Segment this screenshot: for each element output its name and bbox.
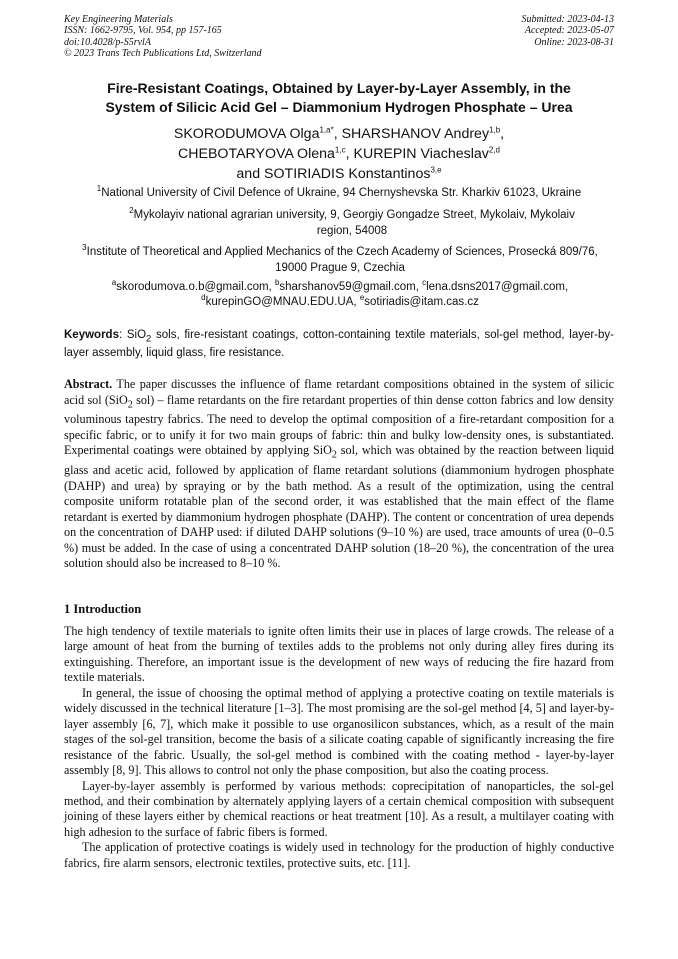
abstract-text: sol) – flame retardants on the fire retardant properties of thin dense cotton fabrics and low density voluminous tapestry fabrics. The need to develop the optimal composition of a fire-retardant composition for a specific fabric, or to unify it for two main groups of fabric: thin and bulky low-density ones, is substantiated. Experimental coatings were obtained by applying SiO [64, 392, 614, 458]
affiliation-text: Mykolayiv national agrarian university, 9, Georgiy Gongadze Street, Mykolaiv, Mykolaiv region, 54008 [133, 209, 575, 237]
keywords-text: sols, fire-resistant coatings, cotton-containing textile materials, sol-gel method, layer-by-layer assembly, liquid glass, fire resistance. [64, 329, 614, 360]
author-name: SOTIRIADIS Konstantinos [264, 166, 431, 182]
email-sup: d [201, 293, 206, 303]
email-link: lena.dsns2017@gmail.com, [426, 281, 569, 293]
abstract-label: Abstract. [64, 377, 113, 391]
keywords-section [64, 328, 614, 361]
journal-copyright: © 2023 Trans Tech Publications Ltd, Switzerland [64, 48, 262, 60]
author-sup: 2,d [488, 145, 500, 155]
paragraph: The application of protective coatings is widely used in technology for the production of highly conductive fabrics, fire alarm sensors, electronic textiles, protective suits, etc. [11]. [64, 840, 614, 870]
author-list [56, 124, 622, 184]
journal-name: Key Engineering Materials [64, 14, 173, 25]
author-name: SHARSHANOV Andrey [341, 126, 490, 142]
author-name: CHEBOTARYOVA Olena [178, 146, 335, 162]
journal-doi: doi:10.4028/p-S5rvlA [64, 36, 151, 48]
author-emails [70, 280, 610, 310]
email-link: sotiriadis@itam.cas.cz [364, 296, 479, 308]
author-sup: 1,c [334, 145, 346, 155]
email-sup: b [274, 278, 280, 288]
affiliation-sup: 1 [96, 184, 102, 194]
abstract-subscript: 2 [331, 449, 337, 461]
online-date: Online: 2023-08-31 [534, 36, 614, 48]
paragraph: In general, the issue of choosing the optimal method of applying a protective coating on textile materials is widely discussed in the technical literature [1–3]. The most promising are the sol-gel method [4, 5] and layer-by-layer assembly [6, 7], which make it possible to use organosilicon substances, which, as a result of the main stages of the sol-gel transition, become the basis of a silicate coating capable of significantly increasing the fire resistance of the fabric. Usually, the sol-gel method is combined with the coating method - layer-by-layer assembly [8, 9]. This allows to control not only the phase composition, but also the coating process. [64, 685, 614, 778]
email-sup: a [111, 278, 117, 288]
author-name: KUREPIN Viacheslav [353, 146, 489, 162]
authors-line-1 [56, 124, 622, 144]
abstract-text: sol, which was obtained by the reaction between liquid glass and acetic acid, followed by application of flame retardant solutions (diammonium hydrogen phosphate (DAHP) and urea) by spraying or by the bath method. As a result of the optimization, using the central composite uniform rotatable plan of the second order, it was established that the main effect of the flame retardant is exerted by diammonium hydrogen phosphate (DAHP). The content or concentration of urea depends on the concentration of DAHP used: if diluted DAHP solutions (9–10 %) are used, trace amounts of urea (0–0.5 %) must be added. In the case of using a concentrated DAHP solution (18–20 %), the concentration of the urea solution should also be increased to 8–10 %. [64, 443, 614, 571]
email-link: sharshanov59@gmail.com, [279, 281, 423, 293]
email-link: kurepinGO@MNAU.EDU.UA, [205, 296, 360, 308]
paragraph: Layer-by-layer assembly is performed by various methods: coprecipitation of nanoparticles, the sol-gel method, and their combination by alternately applying layers of a certain chemical composition with subsequent joining of these layers either by chemical reactions or heat treatment [10]. As a result, a multilayer coating with high adhesion to the surface of fabric fibers is formed. [64, 778, 614, 839]
abstract-section [64, 377, 614, 572]
affiliation-2 [112, 207, 592, 239]
affiliation-1 [60, 185, 618, 201]
affiliation-sup: 3 [82, 243, 87, 253]
author-conjunction: and [236, 166, 265, 182]
author-name: SKORODUMOVA Olga [173, 126, 320, 142]
submission-dates [522, 14, 615, 48]
accepted-date: Accepted: 2023-05-07 [524, 25, 614, 37]
email-sup: c [422, 278, 427, 288]
affiliation-3 [80, 244, 600, 276]
authors-line-2 [56, 144, 622, 164]
introduction-body [64, 624, 614, 871]
keywords-colon: : [118, 329, 127, 341]
author-sup: 3,e [430, 165, 442, 175]
affiliation-text: Institute of Theoretical and Applied Mechanics of the Czech Academy of Sciences, Prosecká 809/76, 19000 Prague 9, Czechia [86, 246, 598, 274]
authors-line-3 [56, 164, 622, 184]
submitted-date: Submitted: 2023-04-13 [521, 14, 614, 25]
author-separator: , [333, 126, 342, 142]
journal-issn: ISSN: 1662-9795, Vol. 954, pp 157-165 [64, 25, 222, 37]
author-separator: , [345, 146, 354, 162]
author-sup: 1,b [489, 125, 501, 135]
email-link: skorodumova.o.b@gmail.com, [116, 281, 275, 293]
keywords-label: Keywords [64, 329, 119, 341]
affiliation-sup: 2 [129, 206, 134, 216]
paper-title [56, 79, 622, 117]
abstract-subscript: 2 [127, 398, 133, 410]
emails-line-1 [70, 280, 610, 295]
section-heading: 1 Introduction [64, 602, 142, 616]
email-sup: e [359, 293, 365, 303]
author-separator: , [500, 126, 505, 142]
keywords-text: SiO [126, 329, 147, 341]
abstract-text: The paper discusses the influence of flame retardant compositions obtained in the system of silicic acid sol (SiO [64, 377, 614, 407]
keywords-subscript: 2 [146, 333, 152, 345]
paragraph: The high tendency of textile materials to ignite often limits their use in places of large crowds. The release of a large amount of heat from the burning of textiles adds to the problems not only during alley fires during its extinguishing. Therefore, an important issue is the development of new ways of reducing the fire hazard from textile materials. [64, 624, 614, 685]
title-line-1: Fire-Resistant Coatings, Obtained by Layer-by-Layer Assembly, in the [107, 80, 571, 96]
author-sup: 1,a* [319, 125, 334, 135]
emails-line-2 [70, 295, 610, 310]
title-line-2: System of Silicic Acid Gel – Diammonium Hydrogen Phosphate – Urea [105, 99, 573, 115]
affiliation-text: National University of Civil Defence of Ukraine, 94 Chernyshevska Str. Kharkiv 61023, Ukraine [101, 187, 582, 199]
journal-info [64, 14, 262, 60]
